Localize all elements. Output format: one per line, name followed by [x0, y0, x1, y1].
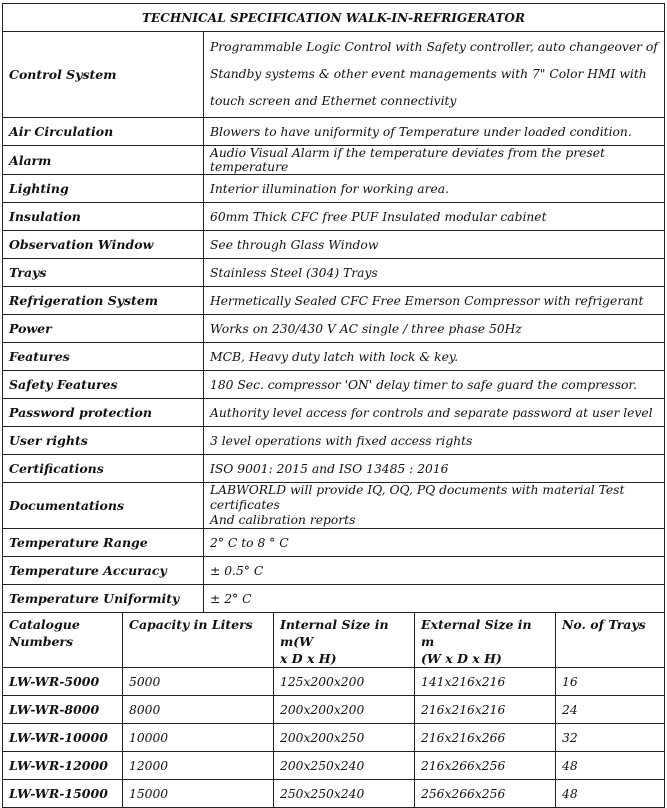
model-cell: 216x216x266: [415, 724, 556, 752]
spec-value-line: Hermetically Sealed CFC Free Emerson Compressor with refrigerant: [210, 293, 644, 308]
spec-value-line: Programmable Logic Control with Safety controller, auto changeover of: [210, 40, 658, 54]
model-cell: 216x266x256: [415, 752, 556, 780]
model-row: [3, 780, 665, 808]
spec-label: Temperature Range: [3, 529, 204, 557]
catalogue-number: LW-WR-10000: [3, 724, 123, 752]
spec-row: [3, 259, 665, 287]
spec-value-line: Standby systems & other event managements with 7" Color HMI with: [210, 67, 647, 81]
model-row: [3, 668, 665, 696]
spec-value-line: touch screen and Ethernet connectivity: [210, 94, 457, 108]
spec-row: [3, 483, 665, 529]
column-header-line: (W x D x H): [421, 651, 502, 666]
models-header-row: [3, 613, 665, 668]
spec-label: Lighting: [3, 175, 204, 203]
spec-row: [3, 371, 665, 399]
column-header-line: Numbers: [9, 634, 74, 649]
spec-value: [204, 455, 665, 483]
spec-label: Safety Features: [3, 371, 204, 399]
column-header: [123, 613, 274, 668]
spec-label: Air Circulation: [3, 118, 204, 146]
model-cell: 24: [556, 696, 665, 724]
spec-label: Power: [3, 315, 204, 343]
spec-value: [204, 483, 665, 529]
spec-value: [204, 427, 665, 455]
model-cell: 48: [556, 780, 665, 808]
spec-value-line: Authority level access for controls and separate password at user level: [210, 405, 653, 420]
spec-value-line: Blowers to have uniformity of Temperature under loaded condition.: [210, 124, 632, 139]
spec-row: [3, 557, 665, 585]
catalogue-number: LW-WR-8000: [3, 696, 123, 724]
model-cell: 141x216x216: [415, 668, 556, 696]
model-row: [3, 696, 665, 724]
spec-label: Temperature Accuracy: [3, 557, 204, 585]
spec-value: [204, 529, 665, 557]
spec-row: [3, 427, 665, 455]
spec-value: [204, 287, 665, 315]
model-cell: 200x200x250: [274, 724, 415, 752]
model-cell: 16: [556, 668, 665, 696]
column-header: [556, 613, 665, 668]
model-row: [3, 752, 665, 780]
column-header-line: Catalogue: [9, 617, 80, 632]
spec-label: Features: [3, 343, 204, 371]
spec-value-line: ISO 9001: 2015 and ISO 13485 : 2016: [210, 461, 449, 476]
model-row: [3, 724, 665, 752]
spec-value: [204, 557, 665, 585]
spec-value: [204, 585, 665, 613]
spec-row: [3, 529, 665, 557]
spec-row: [3, 231, 665, 259]
spec-label: Trays: [3, 259, 204, 287]
column-header: [274, 613, 415, 668]
column-header: [3, 613, 123, 668]
spec-value-line: 60mm Thick CFC free PUF Insulated modular cabinet: [210, 209, 547, 224]
spec-value-line: LABWORLD will provide IQ, OQ, PQ documents with material Test certificates: [210, 483, 625, 512]
column-header-line: Internal Size in m(W: [280, 617, 389, 649]
model-cell: 256x266x256: [415, 780, 556, 808]
spec-value: [204, 315, 665, 343]
spec-value-line: Audio Visual Alarm if the temperature deviates from the preset temperature: [210, 146, 605, 174]
spec-row: [3, 585, 665, 613]
spec-row: [3, 146, 665, 175]
spec-table: [2, 3, 665, 808]
spec-row: [3, 175, 665, 203]
model-cell: 10000: [123, 724, 274, 752]
spec-value-line: See through Glass Window: [210, 237, 379, 252]
spec-label: Alarm: [3, 146, 204, 175]
spec-value: [204, 371, 665, 399]
model-cell: 216x216x216: [415, 696, 556, 724]
model-cell: 5000: [123, 668, 274, 696]
model-cell: 32: [556, 724, 665, 752]
spec-value-line: 3 level operations with fixed access rights: [210, 433, 473, 448]
spec-value: [204, 146, 665, 175]
spec-row: [3, 315, 665, 343]
spec-row: [3, 399, 665, 427]
spec-value: [204, 203, 665, 231]
spec-label: Password protection: [3, 399, 204, 427]
catalogue-number: LW-WR-15000: [3, 780, 123, 808]
model-cell: 12000: [123, 752, 274, 780]
spec-row: [3, 32, 665, 118]
column-header-line: No. of Trays: [562, 617, 646, 632]
spec-row: [3, 343, 665, 371]
spec-value: [204, 175, 665, 203]
model-cell: 8000: [123, 696, 274, 724]
spec-value-line: MCB, Heavy duty latch with lock & key.: [210, 349, 459, 364]
model-cell: 48: [556, 752, 665, 780]
spec-value-line: Stainless Steel (304) Trays: [210, 265, 378, 280]
spec-label: Control System: [3, 32, 204, 118]
spec-label: Refrigeration System: [3, 287, 204, 315]
spec-value-line: 180 Sec. compressor 'ON' delay timer to safe guard the compressor.: [210, 377, 637, 392]
spec-label: Temperature Uniformity: [3, 585, 204, 613]
spec-row: [3, 455, 665, 483]
column-header-line: x D x H): [280, 651, 337, 666]
spec-value: [204, 399, 665, 427]
spec-value-line: Interior illumination for working area.: [210, 181, 450, 196]
spec-value-line: Works on 230/430 V AC single / three phase 50Hz: [210, 321, 522, 336]
spec-value: [204, 231, 665, 259]
spec-label: Documentations: [3, 483, 204, 529]
spec-row: [3, 118, 665, 146]
model-cell: 250x250x240: [274, 780, 415, 808]
spec-value-line: 2° C to 8 ° C: [210, 535, 289, 550]
page-title: TECHNICAL SPECIFICATION WALK-IN-REFRIGERATOR: [3, 4, 665, 32]
model-cell: 125x200x200: [274, 668, 415, 696]
spec-value-line: ± 2° C: [210, 591, 252, 606]
model-cell: 15000: [123, 780, 274, 808]
spec-row: [3, 287, 665, 315]
catalogue-number: LW-WR-12000: [3, 752, 123, 780]
spec-value: [204, 118, 665, 146]
column-header-line: Capacity in Liters: [129, 617, 253, 632]
spec-value-line: And calibration reports: [210, 513, 356, 527]
spec-row: [3, 203, 665, 231]
model-cell: 200x250x240: [274, 752, 415, 780]
spec-value: [204, 259, 665, 287]
spec-label: User rights: [3, 427, 204, 455]
spec-value: [204, 343, 665, 371]
spec-label: Insulation: [3, 203, 204, 231]
column-header-line: External Size in m: [421, 617, 532, 649]
catalogue-number: LW-WR-5000: [3, 668, 123, 696]
model-cell: 200x200x200: [274, 696, 415, 724]
spec-value: [204, 32, 665, 118]
spec-label: Observation Window: [3, 231, 204, 259]
column-header: [415, 613, 556, 668]
spec-value-line: ± 0.5° C: [210, 563, 264, 578]
spec-label: Certifications: [3, 455, 204, 483]
